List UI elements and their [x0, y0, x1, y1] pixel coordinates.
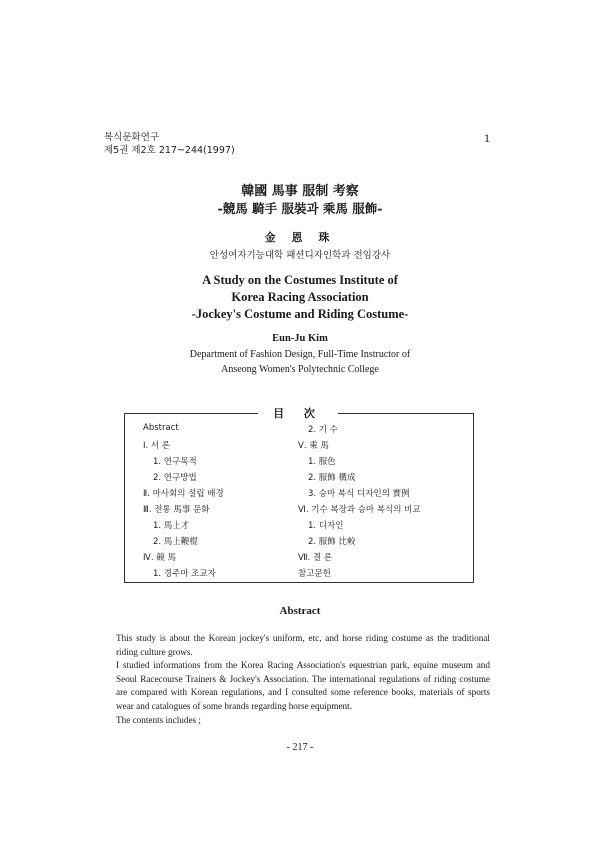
toc-item: 3. 승마 복식 디자인의 實例 [308, 489, 410, 499]
english-title-line1: A Study on the Costumes Institute of [202, 273, 398, 287]
korean-affiliation: 안성여자기능대학 패션디자인학과 전임강사 [209, 250, 391, 261]
toc-item: Abstract [143, 423, 179, 433]
english-affiliation-line1: Department of Fashion Design, Full-Time Instructor of [189, 349, 411, 360]
english-title-line3: -Jockey's Costume and Riding Costume- [191, 307, 409, 321]
abstract-heading: Abstract [279, 605, 321, 617]
toc-item: Ⅰ. 서 론 [143, 441, 171, 451]
journal-info [104, 131, 235, 157]
abstract-paragraph: This study is about the Korean jockey's uniform, etc, and horse riding costume as the traditional riding culture grows. [116, 633, 490, 657]
korean-title-line1: 韓國 馬事 服制 考察 [241, 184, 359, 199]
toc-item: Ⅲ. 전통 馬事 문화 [143, 505, 210, 515]
toc-item: Ⅴ. 乘 馬 [298, 441, 329, 451]
toc-item: Ⅳ. 競 馬 [143, 553, 176, 563]
toc-item: Ⅶ. 결 론 [298, 553, 333, 563]
toc-item: Ⅱ. 마사회의 설립 배경 [143, 489, 224, 499]
abstract-paragraph: The contents includes ; [116, 715, 201, 725]
toc-item: 1. 服色 [308, 457, 336, 467]
english-title-line2: Korea Racing Association [231, 290, 369, 304]
toc-item: 2. 服飾 比較 [308, 537, 356, 547]
toc-item: 1. 연구목적 [153, 457, 197, 467]
toc-item: 참고문헌 [298, 569, 331, 579]
journal-name: 복식문화연구 [104, 132, 160, 143]
page-footer: - 217 - [286, 742, 314, 753]
english-affiliation-line2: Anseong Women's Polytechnic College [221, 364, 379, 375]
toc-item: 2. 服飾 構成 [308, 473, 356, 483]
toc-item: Ⅵ. 기수 복장과 승마 복식의 비교 [298, 505, 421, 515]
journal-issue: 제5권 제2호 217~244(1997) [104, 145, 235, 156]
toc-item: 2. 연구방법 [153, 473, 197, 483]
abstract-paragraph: I studied informations from the Korea Racing Association's equestrian park, equine museum and Seoul Racecourse Trainers & Jockey's Association. The international regulations of riding costume are compared with Korean regulations, and I consulted some reference books, materials of sports wear and catalogues of some brands regarding horse equipment. [116, 660, 490, 711]
english-author: Eun-Ju Kim [272, 333, 328, 344]
toc-item: 1. 경주마 조교자 [153, 569, 216, 579]
toc-item: 2. 馬上鞭棍 [153, 537, 198, 547]
korean-author: 金 恩 珠 [264, 231, 336, 244]
toc-item: 2. 기 수 [308, 425, 338, 435]
toc-heading: 目 次 [258, 405, 338, 421]
korean-title-line2: -競馬 騎手 服裝과 乘馬 服飾- [217, 201, 383, 216]
toc-item: 1. 디자인 [308, 521, 344, 531]
page-number: 1 [484, 134, 491, 145]
toc-item: 1. 馬上才 [153, 521, 190, 531]
